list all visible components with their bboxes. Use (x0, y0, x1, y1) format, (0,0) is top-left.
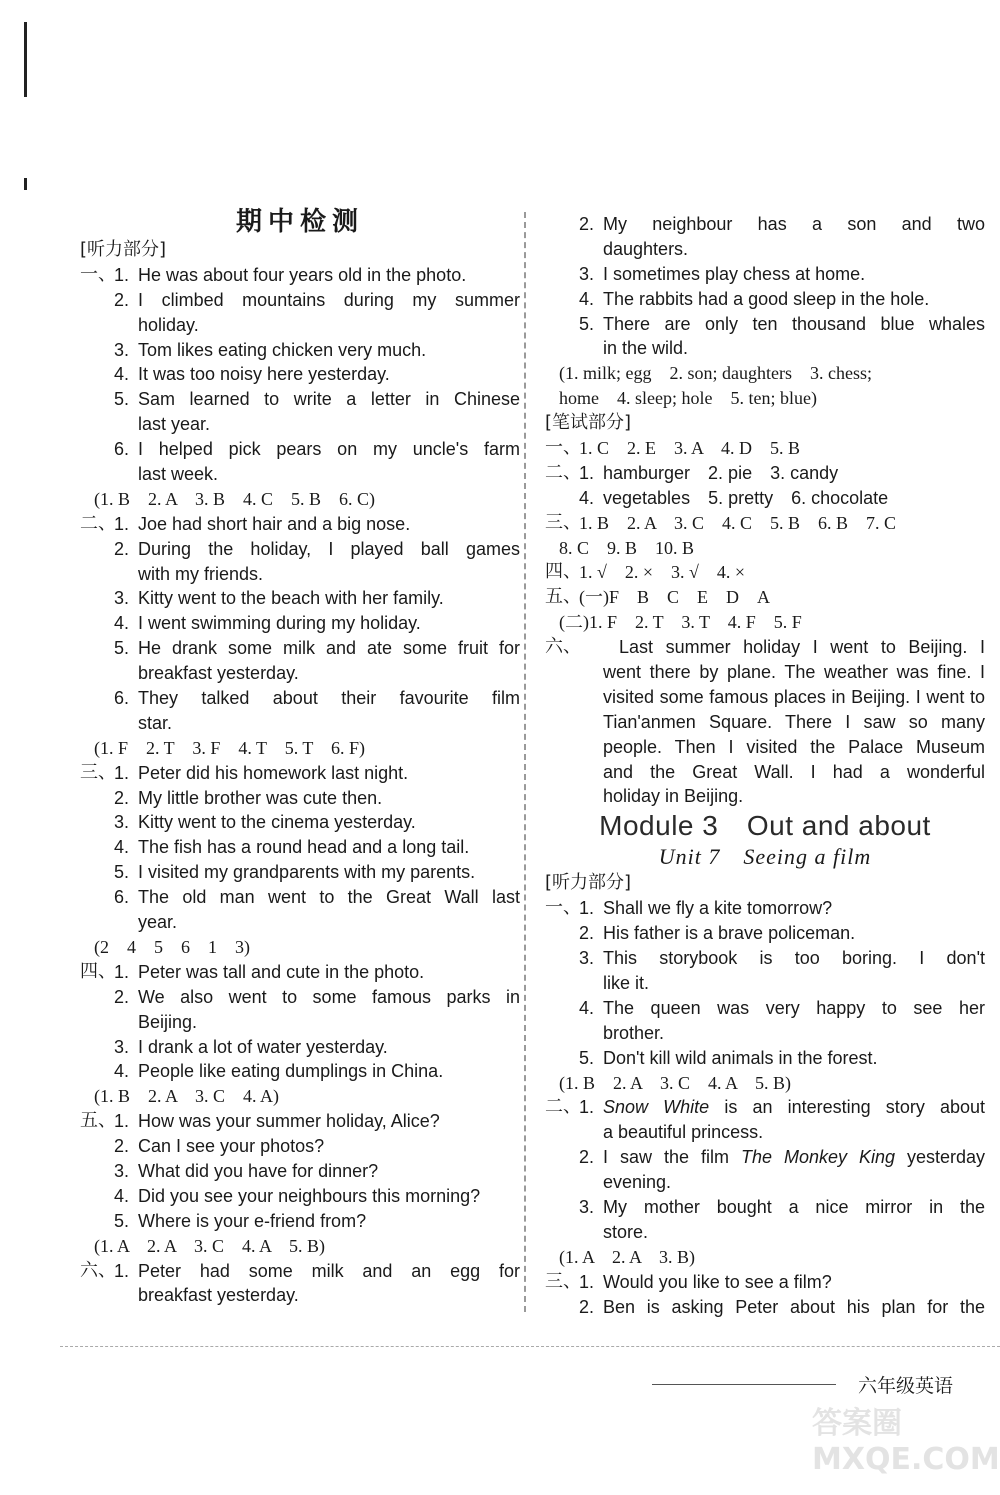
answer-line (80, 1283, 520, 1308)
line-text: The queen was very happy to see her (603, 997, 985, 1018)
answer-line (80, 1209, 520, 1234)
answer-line (80, 910, 520, 935)
answer-key: (1. A 2. A 3. C 4. A 5. B) (94, 1235, 326, 1256)
line-text: This storybook is too boring. I don't (603, 948, 985, 969)
item-number: 1. (579, 898, 595, 919)
line-text: Peter was tall and cute in the photo. (138, 961, 425, 982)
answer-key: 8. C 9. B 10. B (559, 537, 695, 558)
answer-line (80, 960, 520, 985)
item-number: 2. (579, 923, 595, 944)
answer-line (80, 1010, 520, 1035)
answer-line (545, 971, 985, 996)
item-number: 6. (114, 688, 130, 709)
answer-line (80, 586, 520, 611)
answer-key: (二)1. F 2. T 3. T 4. F 5. F (559, 612, 802, 633)
item-number: 4. (579, 288, 595, 309)
answer-line (545, 1120, 985, 1145)
section-number: 六、 (545, 636, 581, 658)
item-number: 2. (114, 1136, 130, 1157)
answer-key: 1. B 2. A 3. C 4. C 5. B 6. B 7. C (579, 512, 897, 533)
answer-line (545, 1046, 985, 1071)
item-number: 2. (579, 1147, 595, 1168)
answer-line (545, 735, 985, 760)
answer-line (545, 436, 985, 461)
answer-line (80, 1234, 520, 1259)
answer-line (545, 361, 985, 386)
item-number: 3. (114, 1160, 130, 1181)
item-number: 4. (114, 1061, 130, 1082)
line-text: We also went to some famous parks in (138, 986, 520, 1007)
line-text: star. (138, 712, 173, 733)
answer-line (545, 871, 985, 896)
line-text: During the holiday, I played ball games (138, 538, 520, 559)
section-header: [听力部分] (545, 872, 632, 894)
answer-line (80, 1035, 520, 1060)
italic-title: The Monkey King (740, 1147, 895, 1168)
line-text: My mother bought a nice mirror in the (603, 1196, 985, 1217)
answer-line (545, 921, 985, 946)
page-title: 期中检测 (235, 207, 364, 237)
answer-key: home 4. sleep; hole 5. ten; blue) (559, 388, 817, 409)
item-number: 3. (579, 263, 595, 284)
answer-line (545, 536, 985, 561)
item-number: 3. (114, 339, 130, 360)
item-number: 1. (114, 264, 130, 285)
answer-key: (1. B 2. A 3. C 4. A 5. B) (559, 1072, 792, 1093)
answer-line (545, 660, 985, 685)
item-number: 3. (114, 588, 130, 609)
line-text: last week. (138, 464, 219, 485)
answer-line (545, 560, 985, 585)
line-text: The rabbits had a good sleep in the hole. (603, 288, 930, 309)
module-title: Module 3 Out and about (599, 810, 931, 842)
answer-line (545, 212, 985, 237)
line-text: I climbed mountains during my summer (138, 289, 520, 310)
section-header: [听力部分] (80, 239, 167, 260)
answer-line (545, 784, 985, 809)
section-number: 三、 (545, 1270, 581, 1292)
answer-line (80, 1084, 520, 1109)
answer-line (80, 661, 520, 686)
footer-label: 六年级英语 (858, 1375, 954, 1397)
line-text: Can I see your photos? (138, 1136, 325, 1157)
answer-key: (一)F B C E D A (579, 587, 771, 608)
item-number: 1. (114, 961, 130, 982)
item-number: 1. (114, 1111, 130, 1132)
item-number: 4. (114, 1185, 130, 1206)
answer-key: (2 4 5 6 1 3) (94, 936, 250, 957)
answer-line (80, 288, 520, 313)
line-text: brother. (603, 1022, 665, 1043)
line-text: breakfast yesterday. (138, 1285, 299, 1306)
section-number: 三、 (545, 511, 581, 533)
answer-line (80, 835, 520, 860)
answer-line (80, 487, 520, 512)
line-text: holiday in Beijing. (603, 786, 744, 807)
line-text: Would you like to see a film? (603, 1271, 832, 1292)
line-text: People like eating dumplings in China. (138, 1061, 444, 1082)
answer-key: (1. F 2. T 3. F 4. T 5. T 6. F) (94, 737, 366, 758)
line-text: His father is a brave policeman. (603, 923, 856, 944)
line-text: Joe had short hair and a big nose. (138, 513, 411, 534)
answer-line (80, 985, 520, 1010)
answer-line (545, 237, 985, 262)
unit-title: Unit 7 Seeing a film (658, 844, 872, 870)
section-number: 二、 (80, 512, 116, 534)
section-number: 一、 (80, 263, 116, 285)
answer-line (545, 287, 985, 312)
line-text: went there by plane. The weather was fine. I (603, 662, 985, 683)
item-number: 1. (114, 1260, 130, 1281)
line-text: breakfast yesterday. (138, 663, 299, 684)
line-text: and the Great Wall. I had a wonderful (603, 761, 985, 782)
answer-line (80, 263, 520, 288)
answer-line (545, 312, 985, 337)
answer-line (80, 338, 520, 363)
left-column (80, 206, 520, 1308)
item-number: 4. (579, 487, 595, 508)
margin-mark-small (24, 178, 27, 190)
right-answer-list-top (545, 212, 985, 809)
answer-line (80, 810, 520, 835)
answer-line (80, 636, 520, 661)
right-answer-list-bottom (545, 871, 985, 1319)
answer-line (80, 1184, 520, 1209)
answer-key: 1. √ 2. × 3. √ 4. × (579, 562, 746, 583)
section-number: 一、 (545, 437, 581, 459)
answer-key: (1. B 2. A 3. C 4. A) (94, 1086, 280, 1107)
line-text (603, 1095, 985, 1120)
line-text: with my friends. (138, 563, 264, 584)
answer-line (545, 1295, 985, 1320)
answer-line (80, 711, 520, 736)
answer-line (545, 1145, 985, 1170)
answer-line (80, 512, 520, 537)
right-column (545, 212, 985, 1319)
item-number: 4. (114, 613, 130, 634)
answer-line (80, 736, 520, 761)
answer-line (80, 562, 520, 587)
line-text: Kitty went to the beach with her family. (138, 588, 444, 609)
line-text: He drank some milk and ate some fruit for (138, 638, 520, 659)
answer-line (545, 760, 985, 785)
answer-line (80, 437, 520, 462)
item-number: 1. (114, 513, 130, 534)
answer-line (545, 610, 985, 635)
answer-line (80, 611, 520, 636)
line-text: visited some famous places in Beijing. I went to (603, 686, 985, 707)
answer-key: (1. A 2. A 3. B) (559, 1246, 696, 1267)
answer-line (545, 1021, 985, 1046)
line-text: daughters. (603, 238, 689, 259)
item-number: 4. (579, 997, 595, 1018)
answer-line (545, 336, 985, 361)
line-text: The fish has a round head and a long tail. (138, 837, 470, 858)
answer-line (80, 1159, 520, 1184)
line-segment: yesterday (894, 1147, 986, 1168)
line-text: I visited my grandparents with my parents. (138, 862, 476, 883)
section-number: 四、 (80, 960, 116, 982)
item-number: 5. (114, 389, 130, 410)
answer-line (545, 511, 985, 536)
line-text: Did you see your neighbours this morning? (138, 1185, 481, 1206)
answer-line (545, 1170, 985, 1195)
answer-key: (1. B 2. A 3. B 4. C 5. B 6. C) (94, 488, 376, 509)
footer-line (652, 1384, 836, 1385)
line-text: Shall we fly a kite tomorrow? (603, 898, 833, 919)
item-number: 5. (579, 313, 595, 334)
answer-line (545, 1071, 985, 1096)
line-text: in the wild. (603, 338, 689, 359)
margin-mark (24, 22, 27, 97)
item-number: 5. (579, 1047, 595, 1068)
answer-line (545, 1220, 985, 1245)
line-text: vegetables 5. pretty 6. chocolate (603, 487, 889, 508)
answer-line (80, 387, 520, 412)
line-text: Where is your e-friend from? (138, 1210, 367, 1231)
watermark: 答案圈 MXQE.COM (812, 1406, 1000, 1477)
answer-line (80, 860, 520, 885)
line-text: How was your summer holiday, Alice? (138, 1111, 440, 1132)
answer-line (80, 238, 520, 263)
answer-line (545, 1245, 985, 1270)
section-number: 三、 (80, 761, 116, 783)
item-number: 3. (579, 1196, 595, 1217)
line-text: They talked about their favourite film (138, 688, 520, 709)
answer-line (80, 786, 520, 811)
section-number: 五、 (545, 586, 581, 608)
line-segment: I saw the film (603, 1147, 741, 1168)
line-text: last year. (138, 414, 211, 435)
item-number: 2. (579, 1296, 595, 1317)
item-number: 1. (579, 462, 595, 483)
answer-line (545, 1270, 985, 1295)
line-text: There are only ten thousand blue whales (603, 313, 985, 334)
left-answer-list (80, 238, 520, 1308)
answer-line (80, 761, 520, 786)
item-number: 5. (114, 1210, 130, 1231)
item-number: 6. (114, 887, 130, 908)
line-text: I drank a lot of water yesterday. (138, 1036, 388, 1057)
answer-line (545, 996, 985, 1021)
answer-line (80, 412, 520, 437)
line-text: He was about four years old in the photo. (138, 264, 467, 285)
answer-key: 1. C 2. E 3. A 4. D 5. B (579, 438, 801, 459)
line-text: Kitty went to the cinema yesterday. (138, 812, 416, 833)
section-number: 五、 (80, 1110, 116, 1132)
line-text: year. (138, 912, 178, 933)
item-number: 3. (579, 948, 595, 969)
line-text: people. Then I visited the Palace Museum (603, 736, 985, 757)
answer-line (545, 635, 985, 660)
item-number: 6. (114, 439, 130, 460)
section-number: 二、 (545, 461, 581, 483)
answer-line (545, 386, 985, 411)
answer-line (80, 686, 520, 711)
line-text: a beautiful princess. (603, 1122, 764, 1143)
line-text: Last summer holiday I went to Beijing. I (619, 637, 985, 658)
line-text: My little brother was cute then. (138, 787, 383, 808)
line-text: I went swimming during my holiday. (138, 613, 421, 634)
section-number: 四、 (545, 561, 581, 583)
item-number: 5. (114, 862, 130, 883)
section-number: 一、 (545, 897, 581, 919)
line-text: Peter had some milk and an egg for (138, 1260, 520, 1281)
item-number: 3. (114, 812, 130, 833)
line-text: Tian'anmen Square. There I saw so many (603, 711, 985, 732)
item-number: 4. (114, 364, 130, 385)
answer-line (80, 537, 520, 562)
line-text: evening. (603, 1172, 672, 1193)
line-text: Peter did his homework last night. (138, 762, 409, 783)
line-text (603, 1145, 985, 1170)
line-text: Sam learned to write a letter in Chinese (138, 389, 520, 410)
answer-line (545, 710, 985, 735)
line-text: My neighbour has a son and two (603, 214, 985, 234)
item-number: 1. (114, 762, 130, 783)
answer-line (80, 935, 520, 960)
answer-line (80, 1109, 520, 1134)
item-number: 3. (114, 1036, 130, 1057)
item-number: 1. (579, 1271, 595, 1292)
answer-line (80, 313, 520, 338)
item-number: 2. (114, 538, 130, 559)
item-number: 4. (114, 837, 130, 858)
line-text: store. (603, 1221, 649, 1242)
answer-line (545, 486, 985, 511)
line-text: Tom likes eating chicken very much. (138, 339, 427, 360)
answer-line (80, 1259, 520, 1284)
answer-line (80, 1134, 520, 1159)
answer-line (545, 262, 985, 287)
line-segment: is an interesting story about (709, 1097, 986, 1118)
answer-line (545, 1095, 985, 1120)
line-text: The old man went to the Great Wall last (138, 887, 520, 908)
answer-line (545, 896, 985, 921)
answer-line (80, 1059, 520, 1084)
item-number: 2. (114, 289, 130, 310)
line-text: What did you have for dinner? (138, 1160, 379, 1181)
line-text: Beijing. (138, 1011, 198, 1032)
item-number: 1. (579, 1097, 595, 1118)
line-text: hamburger 2. pie 3. candy (603, 462, 839, 483)
answer-line (545, 946, 985, 971)
line-text: like it. (603, 972, 650, 993)
item-number: 2. (579, 214, 595, 234)
answer-key: (1. milk; egg 2. son; daughters 3. chess; (559, 363, 872, 384)
answer-line (545, 1195, 985, 1220)
answer-line (545, 585, 985, 610)
footer-rule (60, 1346, 1000, 1347)
section-number: 二、 (545, 1096, 581, 1118)
item-number: 2. (114, 787, 130, 808)
line-text: Don't kill wild animals in the forest. (603, 1047, 878, 1068)
section-number: 六、 (80, 1259, 116, 1281)
item-number: 5. (114, 638, 130, 659)
line-text: Ben is asking Peter about his plan for the (603, 1296, 985, 1317)
item-number: 2. (114, 986, 130, 1007)
line-text: I helped pick pears on my uncle's farm (138, 439, 520, 460)
answer-line (80, 362, 520, 387)
column-divider (524, 212, 526, 1312)
answer-line (80, 462, 520, 487)
line-text: holiday. (138, 314, 199, 335)
section-header: [笔试部分] (545, 412, 632, 434)
answer-line (80, 885, 520, 910)
line-text: It was too noisy here yesterday. (138, 364, 390, 385)
answer-line (545, 685, 985, 710)
line-text: I sometimes play chess at home. (603, 263, 866, 284)
italic-title: Snow White (603, 1097, 710, 1118)
answer-line (545, 461, 985, 486)
answer-line (545, 411, 985, 436)
